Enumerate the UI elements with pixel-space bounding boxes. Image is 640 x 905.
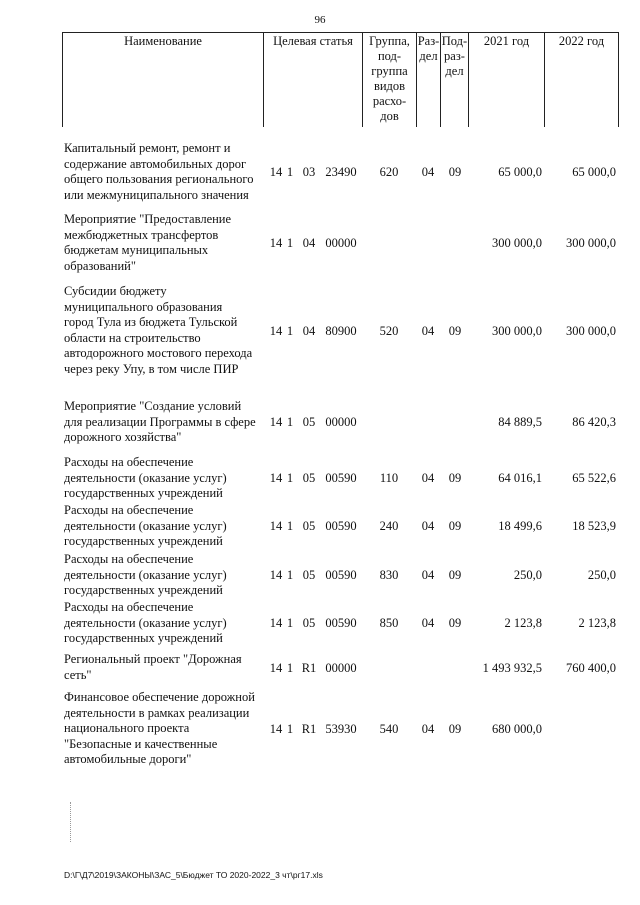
row-razdel: 04 bbox=[421, 323, 435, 338]
row-code-1: 14 bbox=[269, 721, 283, 736]
row-code-3: R1 bbox=[301, 721, 317, 736]
header-left-border bbox=[62, 32, 63, 127]
row-code-1: 14 bbox=[269, 164, 283, 179]
row-code-3: 05 bbox=[302, 616, 316, 630]
row-name: Капитальный ремонт, ремонт и содержание автомобильных дорог общего пользования регионального или межмуниципального значения bbox=[64, 141, 254, 202]
row-code-2: 1 bbox=[286, 415, 294, 429]
row-value-2022: 300 000,0 bbox=[566, 235, 616, 250]
row-razdel: 04 bbox=[421, 471, 435, 485]
row-code-2: 1 bbox=[286, 164, 294, 179]
header-year-2021: 2021 год bbox=[483, 34, 530, 48]
row-value-2021: 1 493 932,5 bbox=[482, 660, 542, 675]
row-code-3: 04 bbox=[302, 235, 316, 250]
row-value-2022: 760 400,0 bbox=[566, 660, 616, 675]
footer-file-path: D:\Г\Д7\2019\ЗАКОНЫ\ЗАС_5\Бюджет ТО 2020-2022_3 чт\рг17.xls bbox=[64, 870, 323, 880]
row-code-1: 14 bbox=[269, 415, 283, 429]
row-code-4: 00590 bbox=[325, 568, 357, 582]
row-podrazdel: 09 bbox=[448, 471, 462, 485]
table-row bbox=[0, 552, 640, 599]
row-group: 540 bbox=[379, 721, 399, 736]
row-code-3: 05 bbox=[302, 519, 316, 533]
row-code-3: 05 bbox=[302, 415, 316, 429]
row-razdel: 04 bbox=[421, 164, 435, 179]
row-value-2022: 300 000,0 bbox=[566, 323, 616, 338]
row-code-4: 53930 bbox=[325, 721, 357, 736]
row-podrazdel bbox=[442, 652, 468, 684]
row-code-1: 14 bbox=[269, 519, 283, 533]
row-razdel bbox=[416, 212, 440, 274]
row-code-1: 14 bbox=[269, 616, 283, 630]
row-code-3: 04 bbox=[302, 323, 316, 338]
row-code-4: 80900 bbox=[325, 323, 357, 338]
row-value-2022: 86 420,3 bbox=[572, 415, 616, 429]
row-podrazdel: 09 bbox=[448, 519, 462, 533]
header-razdel: Раз- дел bbox=[417, 34, 440, 63]
header-group: Группа, под- группа видов расхо- дов bbox=[369, 34, 410, 123]
row-code-4: 00590 bbox=[325, 519, 357, 533]
header-podrazdel: Под- раз- дел bbox=[441, 34, 468, 78]
header-target-article: Целевая статья bbox=[273, 34, 353, 48]
row-group: 110 bbox=[379, 471, 399, 485]
row-code-1: 14 bbox=[269, 568, 283, 582]
row-name: Расходы на обеспечение деятельности (оказание услуг) государственных учреждений bbox=[64, 600, 227, 645]
row-group: 620 bbox=[379, 164, 399, 179]
page-number: 96 bbox=[314, 14, 326, 26]
row-code-4: 00590 bbox=[325, 616, 357, 630]
row-code-2: 1 bbox=[286, 323, 294, 338]
row-value-2022: 250,0 bbox=[587, 568, 616, 582]
row-name: Мероприятие "Предоставление межбюджетных трансфертов бюджетам муниципальных образований" bbox=[64, 212, 232, 273]
scan-artifact bbox=[70, 802, 75, 842]
row-name: Региональный проект "Дорожная сеть" bbox=[64, 652, 242, 682]
row-code-4: 00000 bbox=[325, 660, 357, 675]
row-code-2: 1 bbox=[286, 721, 294, 736]
table-row bbox=[0, 503, 640, 550]
row-code-1: 14 bbox=[269, 471, 283, 485]
row-group bbox=[364, 652, 414, 684]
header-top-border bbox=[62, 32, 618, 33]
row-name: Финансовое обеспечение дорожной деятельности в рамках реализации национального проекта "Безопасные и качественные автомобильные дороги" bbox=[64, 690, 255, 766]
row-code-4: 00000 bbox=[325, 235, 357, 250]
header-right-border bbox=[618, 32, 619, 127]
row-code-2: 1 bbox=[286, 616, 294, 630]
table-row bbox=[0, 399, 640, 446]
table-row bbox=[0, 455, 640, 502]
row-code-4: 00590 bbox=[325, 471, 357, 485]
row-code-2: 1 bbox=[286, 519, 294, 533]
row-value-2022: 2 123,8 bbox=[578, 616, 616, 630]
row-value-2021: 250,0 bbox=[513, 568, 542, 582]
row-value-2021: 300 000,0 bbox=[492, 323, 542, 338]
row-code-3: 03 bbox=[302, 164, 316, 179]
row-code-1: 14 bbox=[269, 323, 283, 338]
row-code-3: 05 bbox=[302, 471, 316, 485]
table-row bbox=[0, 141, 640, 203]
row-podrazdel: 09 bbox=[448, 616, 462, 630]
row-podrazdel: 09 bbox=[448, 164, 462, 179]
table-header bbox=[0, 28, 640, 130]
row-group: 240 bbox=[379, 519, 399, 533]
row-name: Субсидии бюджету муниципального образования город Тула из бюджета Тульской области на строительство автодорожного мостового перехода через реку Упу, в том числе ПИР bbox=[64, 284, 253, 376]
row-group bbox=[364, 212, 414, 274]
row-value-2021: 2 123,8 bbox=[504, 616, 542, 630]
row-razdel bbox=[416, 399, 440, 446]
row-value-2022: 65 000,0 bbox=[572, 164, 616, 179]
row-podrazdel bbox=[442, 399, 468, 446]
row-code-4: 00000 bbox=[325, 415, 357, 429]
row-code-1: 14 bbox=[269, 660, 283, 675]
row-value-2021: 64 016,1 bbox=[498, 471, 542, 485]
row-razdel bbox=[416, 652, 440, 684]
row-name: Мероприятие "Создание условий для реализации Программы в сфере дорожного хозяйства" bbox=[64, 399, 256, 444]
row-value-2021: 84 889,5 bbox=[498, 415, 542, 429]
row-name: Расходы на обеспечение деятельности (оказание услуг) государственных учреждений bbox=[64, 503, 227, 548]
row-value-2021: 300 000,0 bbox=[492, 235, 542, 250]
row-code-3: 05 bbox=[302, 568, 316, 582]
row-code-2: 1 bbox=[286, 235, 294, 250]
row-group: 830 bbox=[379, 568, 399, 582]
table-row bbox=[0, 284, 640, 378]
table-row bbox=[0, 600, 640, 647]
row-razdel: 04 bbox=[421, 568, 435, 582]
row-group: 520 bbox=[379, 323, 399, 338]
table-row bbox=[0, 690, 640, 768]
row-razdel: 04 bbox=[421, 616, 435, 630]
header-name: Наименование bbox=[124, 34, 202, 48]
row-code-2: 1 bbox=[286, 660, 294, 675]
row-value-2022 bbox=[544, 690, 616, 768]
row-value-2021: 680 000,0 bbox=[492, 721, 542, 736]
row-podrazdel: 09 bbox=[448, 721, 462, 736]
row-podrazdel: 09 bbox=[448, 568, 462, 582]
row-value-2022: 65 522,6 bbox=[572, 471, 616, 485]
row-code-1: 14 bbox=[269, 235, 283, 250]
header-year-2022: 2022 год bbox=[558, 34, 605, 48]
row-value-2021: 18 499,6 bbox=[498, 519, 542, 533]
row-code-3: R1 bbox=[301, 660, 317, 675]
table-row bbox=[0, 212, 640, 274]
row-value-2022: 18 523,9 bbox=[572, 519, 616, 533]
row-group: 850 bbox=[379, 616, 399, 630]
row-name: Расходы на обеспечение деятельности (оказание услуг) государственных учреждений bbox=[64, 552, 227, 597]
row-razdel: 04 bbox=[421, 721, 435, 736]
row-code-2: 1 bbox=[286, 568, 294, 582]
row-code-2: 1 bbox=[286, 471, 294, 485]
row-name: Расходы на обеспечение деятельности (оказание услуг) государственных учреждений bbox=[64, 455, 227, 500]
row-value-2021: 65 000,0 bbox=[498, 164, 542, 179]
row-group bbox=[364, 399, 414, 446]
row-code-4: 23490 bbox=[325, 164, 357, 179]
row-razdel: 04 bbox=[421, 519, 435, 533]
table-row bbox=[0, 652, 640, 684]
row-podrazdel bbox=[442, 212, 468, 274]
row-podrazdel: 09 bbox=[448, 323, 462, 338]
